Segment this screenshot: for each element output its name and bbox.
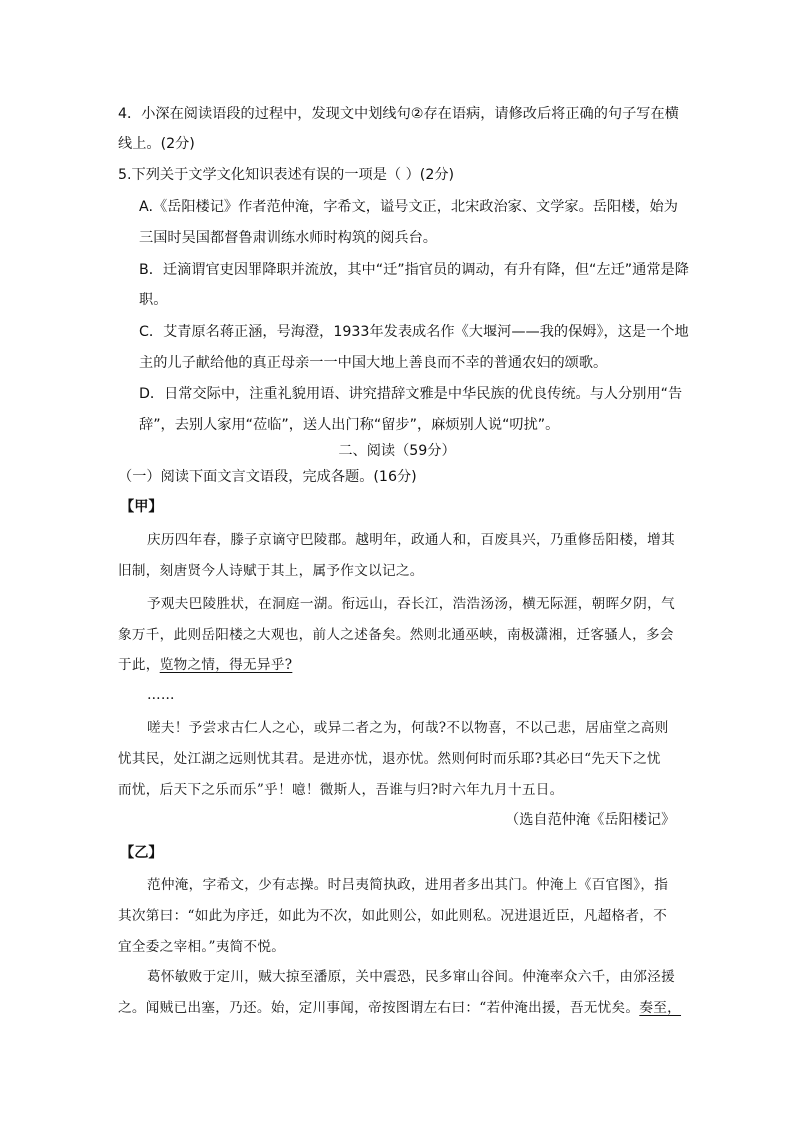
jia-source: （选自范仲淹《岳阳楼记》 [505,812,676,828]
option-c-line-2: 主的儿子献给他的真正母亲一一中国大地上善良而不幸的普通农妇的颂歌。 [139,355,608,371]
jia-para-2-line-2: 象万千，此则岳阳楼之大观也，前人之述备矣。然则北通巫峡，南极潇湘，迁客骚人，多会 [118,627,674,643]
jia-para-1-line-2: 旧制，刻唐贤今人诗赋于其上，属予作文以记之。 [118,563,424,579]
yi-para-1-line-2: 其次第曰：“如此为序迁，如此为不次，如此则公，如此则私。况进退近臣，凡超格者，不 [118,908,668,924]
jia-para-2-line-1: 予观夫巴陵胜状，在洞庭一湖。衔远山，吞长江，浩浩汤汤，横无际涯，朝晖夕阴，气 [147,596,675,612]
option-d-line-2: 辞”，去别人家用“莅临”，送人出门称“留步”，麻烦别人说“叨扰”。 [139,417,560,433]
jia-para-2-line-3-start: 于此， [118,657,160,673]
yi-para-2-line-2 [118,998,681,1018]
jia-para-3-line-1: 嗟夫！予尝求古仁人之心，或异二者之为，何哉?不以物喜，不以己悲，居庙堂之高则 [147,720,669,736]
jia-para-3-line-2: 忧其民，处江湖之远则忧其君。是进亦忧，退亦忧。然则何时而乐耶?其必曰“先天下之忧 [118,751,661,767]
question-5-stem: 5.下列关于文学文化知识表述有误的一项是（ ）(2分) [118,167,455,183]
underlined-sentence: 览物之情，得无异乎? [159,657,293,673]
option-b-line-2: 职。 [139,292,168,308]
passage-jia-label: 【甲】 [120,499,163,515]
ellipsis: …… [147,687,175,703]
underlined-phrase: 奏至， [639,1000,682,1016]
yi-para-1-line-3: 宜全委之宰相。”夷简不悦。 [118,939,286,955]
option-a-line-1: A.《岳阳楼记》作者范仲淹，字希文，谥号文正，北宋政治家、文学家。岳阳楼，始为 [139,199,678,215]
yi-para-1-line-1: 范仲淹，字希文，少有志操。时吕夷简执政，进用者多出其门。仲淹上《百官图》，指 [147,877,669,893]
jia-para-2-line-3 [118,655,292,675]
option-c-line-1: C．艾青原名蒋正涵，号海澄，1933年发表成名作《大堰河——我的保姆》，这是一个地 [139,324,689,340]
yi-para-2-line-2-start: 之。闻贼已出塞，乃还。始，定川事闻，帝按图谓左右曰：“若仲淹出援，吾无忧矣。 [118,1000,640,1016]
section-title: 二、阅读（59分） [338,443,456,459]
part-1-instruction: （一）阅读下面文言文语段，完成各题。(16分) [118,469,417,485]
option-b-line-1: B．迁滴谓官吏因罪降职并流放，其中“迁”指官员的调动，有升有降，但“左迁”通常是降 [139,262,689,278]
passage-yi-label: 【乙】 [120,845,163,861]
option-d-line-1: D．日常交际中，注重礼貌用语、讲究措辞文雅是中华民族的优良传统。与人分别用“告 [139,386,683,402]
jia-para-1-line-1: 庆历四年春，滕子京谪守巴陵郡。越明年，政通人和，百废具兴，乃重修岳阳楼，增其 [147,532,675,548]
option-a-line-2: 三国时吴国都督鲁肃训练水师时构筑的阅兵台。 [139,230,437,246]
yi-para-2-line-1: 葛怀敏败于定川，贼大掠至潘原，关中震恐，民多窜山谷间。仲淹率众六千，由邠泾援 [147,969,675,985]
question-4-line-2: 线上。(2分) [118,136,195,152]
jia-para-3-line-3: 而忧，后天下之乐而乐”乎！噫！微斯人，吾谁与归?时六年九月十五日。 [118,782,564,798]
question-4-line-1: 4．小深在阅读语段的过程中，发现文中划线句②存在语病，请修改后将正确的句子写在横 [118,106,679,122]
